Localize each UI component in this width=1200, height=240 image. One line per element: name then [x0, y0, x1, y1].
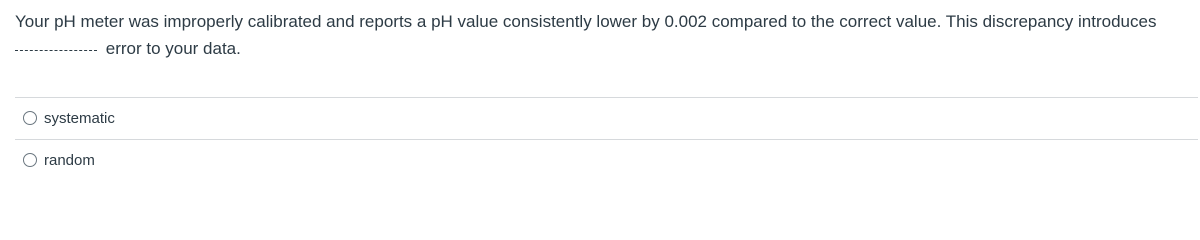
answer-option-random[interactable]	[15, 140, 95, 180]
divider	[15, 97, 1198, 98]
question-prompt-end: error to your data.	[105, 39, 241, 58]
question-prompt: Your pH meter was improperly calibrated and reports a pH value consistently lower by 0.002 compared to the correct value. This discrepancy introduces	[15, 12, 1157, 31]
answer-option-systematic[interactable]	[15, 98, 115, 138]
answer-label: random	[44, 151, 95, 169]
question-text	[15, 8, 1195, 62]
fill-in-blank	[15, 49, 97, 51]
divider	[15, 139, 1198, 140]
answer-label: systematic	[44, 109, 115, 127]
radio-button-icon[interactable]	[23, 111, 37, 125]
radio-button-icon[interactable]	[23, 153, 37, 167]
